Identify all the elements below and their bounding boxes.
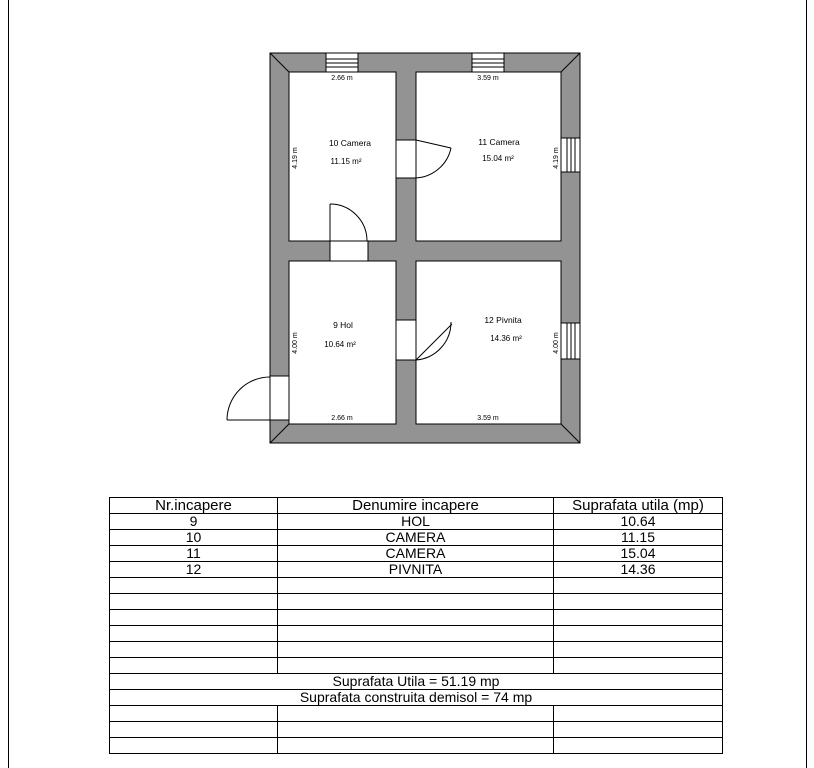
- room-9-label: 9 Hol: [333, 320, 353, 330]
- room-9-area: 10.64 m²: [324, 340, 356, 349]
- table-row: [110, 562, 723, 578]
- room-10-area: 11.15 m²: [330, 157, 362, 166]
- empty-row: [110, 578, 723, 594]
- cell-denumire: HOL: [278, 514, 554, 530]
- suprafata-utila-total: Suprafata Utila = 51.19 mp: [110, 674, 723, 690]
- table-row: [110, 514, 723, 530]
- cell-denumire: PIVNITA: [278, 562, 554, 578]
- table-row: [110, 546, 723, 562]
- table-header-row: [110, 498, 723, 514]
- empty-row: [110, 642, 723, 658]
- cell-nr: 10: [110, 530, 278, 546]
- cell-nr: 11: [110, 546, 278, 562]
- door-camera-10-11: [396, 140, 451, 178]
- cell-suprafata: 10.64: [554, 514, 723, 530]
- dim-upper-left-height: 4.19 m: [292, 147, 299, 169]
- dim-top-left: 2.66 m: [331, 75, 353, 82]
- room-schedule-table: [109, 497, 723, 754]
- empty-row: [110, 626, 723, 642]
- dim-bottom-right: 3.59 m: [477, 415, 499, 422]
- dim-bottom-left: 2.66 m: [331, 415, 353, 422]
- summary-row-utila: [110, 674, 723, 690]
- table-row: [110, 530, 723, 546]
- room-11-label: 11 Camera: [478, 137, 520, 147]
- cell-denumire: CAMERA: [278, 530, 554, 546]
- cell-suprafata: 15.04: [554, 546, 723, 562]
- empty-row: [110, 594, 723, 610]
- window-right-upper: [561, 138, 580, 172]
- cell-suprafata: 11.15: [554, 530, 723, 546]
- walls: [270, 53, 580, 443]
- room-12-label: 12 Pivnita: [484, 315, 522, 325]
- dim-upper-right-height: 4.19 m: [553, 147, 560, 169]
- empty-row: [110, 658, 723, 674]
- cell-nr: 9: [110, 514, 278, 530]
- cell-denumire: CAMERA: [278, 546, 554, 562]
- window-right-lower: [561, 323, 580, 359]
- room-12-area: 14.36 m²: [490, 334, 522, 343]
- header-suprafata: Suprafata utila (mp): [554, 498, 723, 514]
- dim-top-right: 3.59 m: [477, 75, 499, 82]
- cell-suprafata: 14.36: [554, 562, 723, 578]
- room-11-area: 15.04 m²: [482, 154, 514, 163]
- room-10-label: 10 Camera: [328, 138, 372, 148]
- door-hol-pivnita: [396, 320, 452, 360]
- dim-lower-left-height: 4.00 m: [292, 332, 299, 354]
- suprafata-construita-total: Suprafata construita demisol = 74 mp: [110, 690, 723, 706]
- empty-row: [110, 722, 723, 738]
- door-camera-10-hol: [330, 204, 368, 261]
- window-top-right: [472, 53, 504, 72]
- empty-row: [110, 610, 723, 626]
- empty-row: [110, 738, 723, 754]
- window-top-left: [326, 53, 358, 72]
- empty-row: [110, 706, 723, 722]
- door-entrance: [227, 376, 289, 420]
- header-nr-incapere: Nr.incapere: [110, 498, 278, 514]
- dim-lower-right-height: 4.00 m: [553, 332, 560, 354]
- header-denumire: Denumire incapere: [278, 498, 554, 514]
- cell-nr: 12: [110, 562, 278, 578]
- summary-row-construita: [110, 690, 723, 706]
